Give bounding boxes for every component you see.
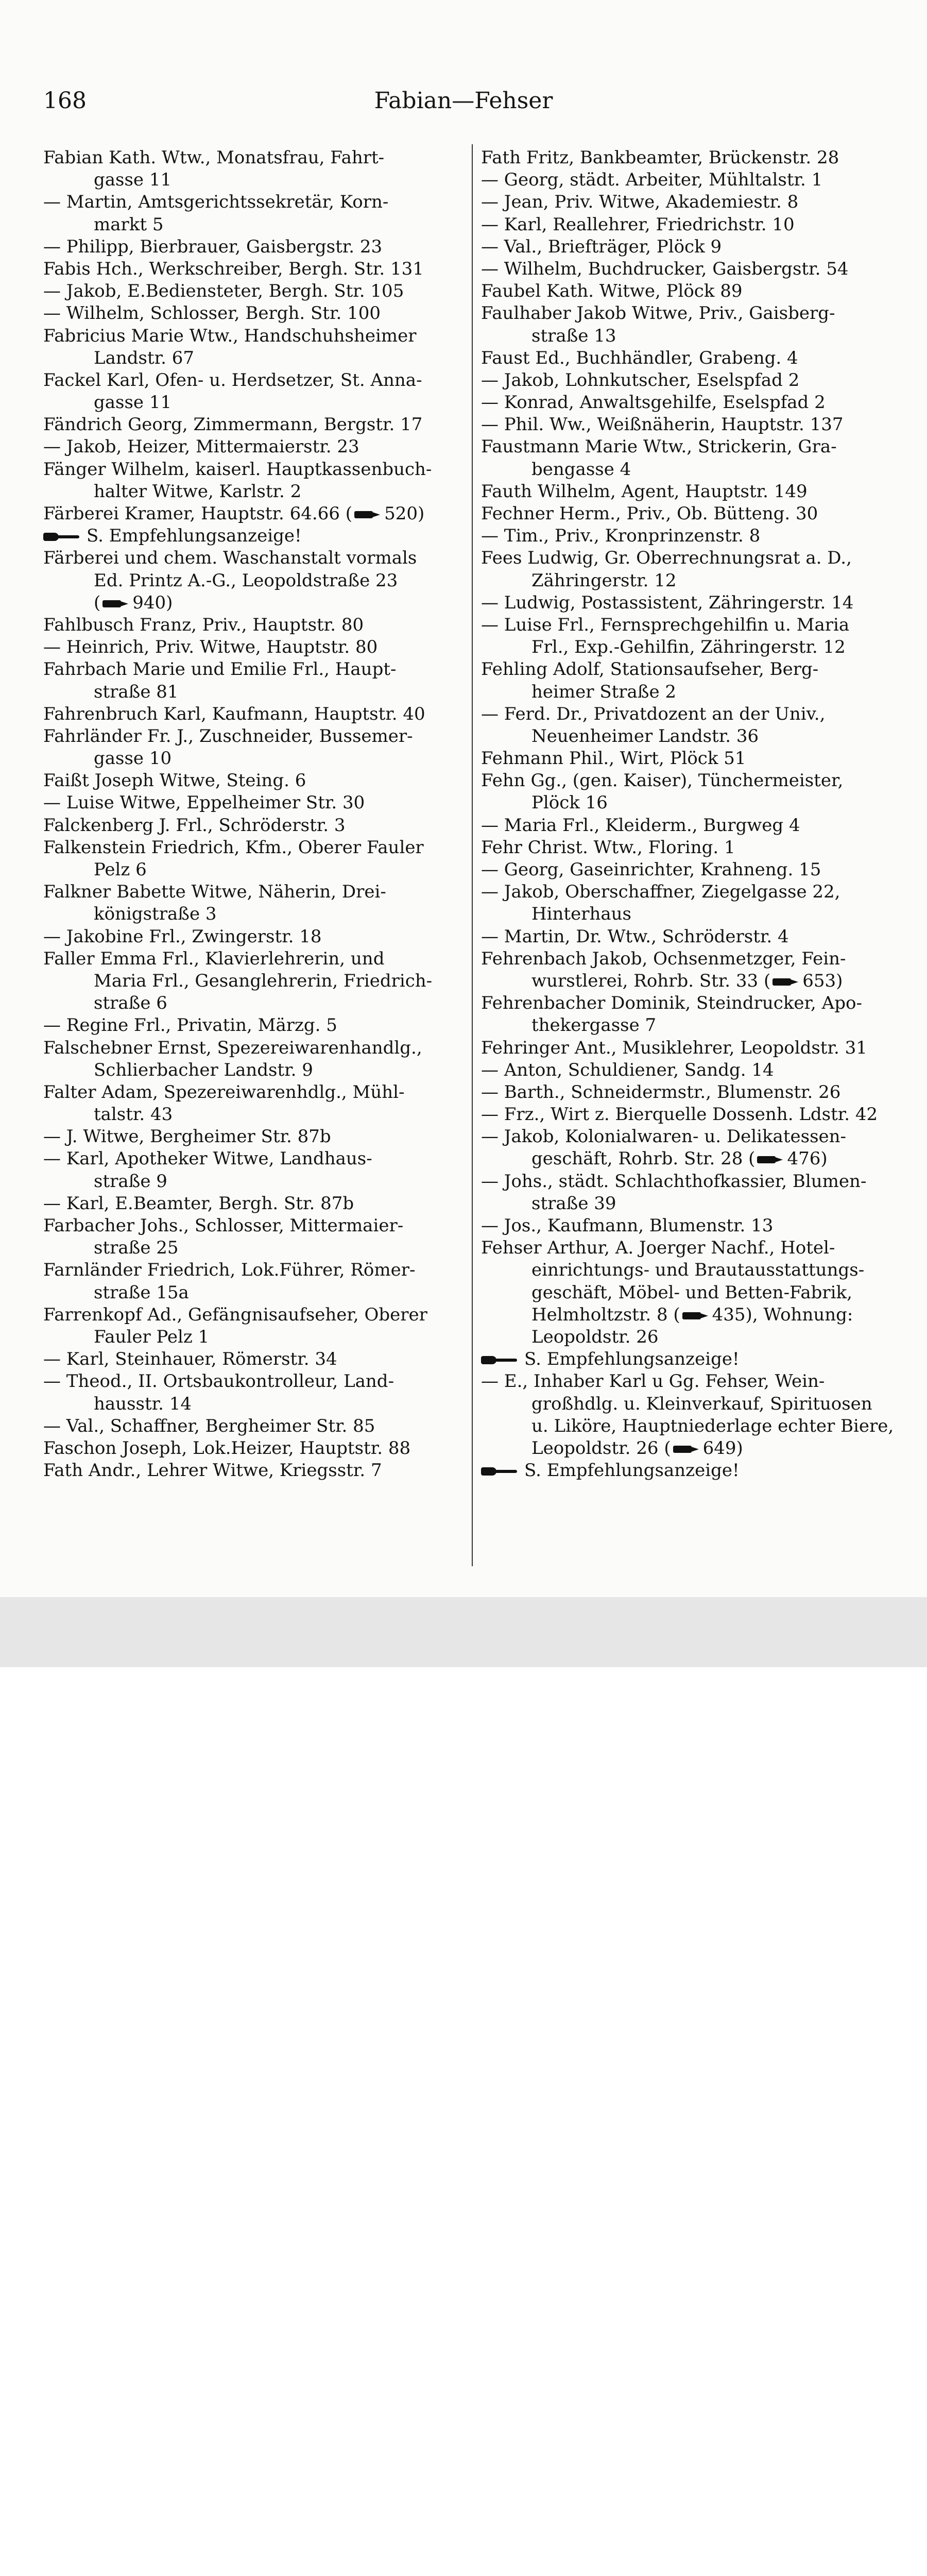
entry-text: Faller Emma Frl., Klavierlehrerin, und bbox=[43, 948, 385, 969]
directory-entry-line bbox=[481, 436, 908, 458]
entry-text: Faust Ed., Buchhändler, Grabeng. 4 bbox=[481, 347, 798, 368]
directory-entry-line bbox=[481, 636, 908, 658]
directory-entry-line bbox=[481, 392, 908, 414]
directory-entry-line bbox=[43, 459, 466, 481]
column-divider bbox=[472, 144, 473, 1566]
telephone-icon bbox=[673, 1445, 701, 1453]
entry-text: — Jakobine Frl., Zwingerstr. 18 bbox=[43, 926, 322, 947]
entry-text: straße 39 bbox=[531, 1193, 616, 1214]
directory-entry-line bbox=[43, 1259, 466, 1281]
entry-text: — Jean, Priv. Witwe, Akademiestr. 8 bbox=[481, 192, 799, 213]
directory-entry-line bbox=[481, 1259, 908, 1281]
directory-entry-line bbox=[481, 191, 908, 213]
entry-text: Fees Ludwig, Gr. Oberrechnungsrat a. D., bbox=[481, 548, 852, 569]
directory-entry-line bbox=[481, 258, 908, 280]
directory-entry-line bbox=[43, 436, 466, 458]
directory-entry-line bbox=[43, 926, 466, 948]
directory-entry-line bbox=[43, 837, 466, 859]
directory-entry-line bbox=[43, 881, 466, 903]
directory-entry-line bbox=[43, 147, 466, 169]
entry-text: Falkner Babette Witwe, Näherin, Drei- bbox=[43, 882, 386, 903]
entry-text: Faißt Joseph Witwe, Steing. 6 bbox=[43, 770, 306, 791]
entry-text: — Georg, städt. Arbeiter, Mühltalstr. 1 bbox=[481, 170, 823, 191]
directory-entry-line bbox=[481, 325, 908, 347]
directory-entry-line bbox=[481, 926, 908, 948]
entry-text: Faschon Joseph, Lok.Heizer, Hauptstr. 88 bbox=[43, 1437, 411, 1459]
directory-entry-line bbox=[43, 614, 466, 636]
left-column bbox=[43, 147, 466, 1482]
directory-entry-line bbox=[43, 815, 466, 837]
directory-entry-line bbox=[481, 1104, 908, 1126]
directory-entry-line bbox=[481, 770, 908, 792]
directory-entry-line bbox=[481, 992, 908, 1014]
entry-text: Falkenstein Friedrich, Kfm., Oberer Fauler bbox=[43, 837, 424, 858]
entry-text: Fahlbusch Franz, Priv., Hauptstr. 80 bbox=[43, 614, 364, 635]
directory-entry-line bbox=[43, 1437, 466, 1460]
directory-entry-line bbox=[481, 302, 908, 325]
entry-text: Falckenberg J. Frl., Schröderstr. 3 bbox=[43, 815, 346, 836]
entry-text: Fahrländer Fr. J., Zuschneider, Bussemer- bbox=[43, 725, 413, 747]
directory-entry-line bbox=[481, 1348, 908, 1370]
entry-text: Fehr Christ. Wtw., Floring. 1 bbox=[481, 837, 735, 858]
directory-entry-line bbox=[43, 214, 466, 236]
entry-text: Plöck 16 bbox=[531, 792, 608, 814]
entry-text: Fehrenbach Jakob, Ochsenmetzger, Fein- bbox=[481, 948, 846, 969]
directory-entry-line bbox=[43, 547, 466, 569]
entry-text: straße 13 bbox=[531, 325, 616, 346]
entry-text: — Georg, Gaseinrichter, Krahneng. 15 bbox=[481, 859, 821, 880]
entry-text: Faubel Kath. Witwe, Plöck 89 bbox=[481, 281, 743, 302]
entry-text: — Karl, Steinhauer, Römerstr. 34 bbox=[43, 1349, 337, 1370]
entry-text: — Ferd. Dr., Privatdozent an der Univ., bbox=[481, 703, 826, 724]
directory-entry-line bbox=[43, 392, 466, 414]
entry-text: — Jakob, Oberschaffner, Ziegelgasse 22, bbox=[481, 882, 840, 903]
directory-entry-line bbox=[481, 525, 908, 547]
entry-text: S. Empfehlungsanzeige! bbox=[524, 1460, 740, 1481]
directory-entry-line bbox=[43, 280, 466, 302]
entry-text: — Anton, Schuldiener, Sandg. 14 bbox=[481, 1059, 774, 1080]
entry-text: Leopoldstr. 26 ( bbox=[531, 1437, 671, 1459]
entry-text: Leopoldstr. 26 bbox=[531, 1326, 659, 1347]
directory-entry-line bbox=[481, 859, 908, 881]
entry-text: Pelz 6 bbox=[94, 859, 147, 880]
directory-entry-line bbox=[43, 1326, 466, 1348]
directory-entry-line bbox=[43, 347, 466, 369]
directory-entry-line bbox=[43, 1415, 466, 1437]
directory-entry-line bbox=[481, 280, 908, 302]
entry-text: talstr. 43 bbox=[94, 1104, 173, 1125]
telephone-icon bbox=[772, 978, 800, 986]
entry-text: — Johs., städt. Schlachthofkassier, Blumen- bbox=[481, 1171, 867, 1192]
directory-entry-line bbox=[481, 1126, 908, 1148]
directory-entry-line bbox=[481, 903, 908, 925]
pointing-hand-icon bbox=[481, 1354, 517, 1366]
entry-text: bengasse 4 bbox=[531, 459, 631, 480]
directory-entry-line bbox=[43, 1171, 466, 1193]
entry-text: Fabian Kath. Wtw., Monatsfrau, Fahrt- bbox=[43, 147, 385, 168]
directory-entry-line bbox=[481, 236, 908, 258]
entry-text: Fehrenbacher Dominik, Steindrucker, Apo- bbox=[481, 993, 862, 1014]
entry-text: Frl., Exp.-Gehilfin, Zähringerstr. 12 bbox=[531, 637, 846, 658]
entry-text: — Karl, E.Beamter, Bergh. Str. 87b bbox=[43, 1193, 354, 1214]
entry-text: Falschebner Ernst, Spezereiwarenhandlg., bbox=[43, 1037, 422, 1058]
entry-text: gasse 11 bbox=[94, 170, 172, 191]
directory-entry-line bbox=[43, 1126, 466, 1148]
telephone-number: 435), Wohnung: bbox=[712, 1304, 853, 1325]
directory-entry-line bbox=[43, 1215, 466, 1237]
directory-entry-line bbox=[43, 1304, 466, 1326]
directory-entry-line bbox=[481, 214, 908, 236]
entry-text: Ed. Printz A.-G., Leopoldstraße 23 bbox=[94, 570, 398, 591]
directory-entry-line bbox=[481, 503, 908, 525]
directory-entry-line bbox=[481, 547, 908, 569]
entry-text: — Martin, Dr. Wtw., Schröderstr. 4 bbox=[481, 926, 789, 947]
directory-entry-line bbox=[43, 792, 466, 814]
entry-text: königstraße 3 bbox=[94, 904, 217, 925]
entry-text: Fehn Gg., (gen. Kaiser), Tünchermeister, bbox=[481, 770, 844, 791]
entry-text: Schlierbacher Landstr. 9 bbox=[94, 1059, 313, 1080]
telephone-number: 940) bbox=[132, 592, 173, 613]
directory-entry-line bbox=[43, 770, 466, 792]
telephone-number: 520) bbox=[384, 503, 425, 524]
directory-entry-line bbox=[481, 614, 908, 636]
telephone-icon bbox=[354, 511, 382, 519]
entry-text: wurstlerei, Rohrb. Str. 33 ( bbox=[531, 970, 771, 991]
directory-entry-line bbox=[43, 970, 466, 992]
directory-entry-line bbox=[43, 1148, 466, 1170]
directory-entry-line bbox=[481, 1014, 908, 1037]
directory-entry-line bbox=[43, 1193, 466, 1215]
entry-text: — Heinrich, Priv. Witwe, Hauptstr. 80 bbox=[43, 637, 378, 658]
entry-text: Landstr. 67 bbox=[94, 347, 195, 368]
entry-text: — Phil. Ww., Weißnäherin, Hauptstr. 137 bbox=[481, 414, 844, 435]
telephone-icon bbox=[757, 1156, 785, 1164]
directory-entry-line bbox=[481, 837, 908, 859]
directory-entry-line bbox=[481, 1193, 908, 1215]
entry-text: Fabis Hch., Werkschreiber, Bergh. Str. 131 bbox=[43, 258, 424, 279]
directory-entry-line bbox=[43, 481, 466, 503]
entry-text: Farnländer Friedrich, Lok.Führer, Römer- bbox=[43, 1260, 416, 1281]
entry-text: Fauth Wilhelm, Agent, Hauptstr. 149 bbox=[481, 481, 808, 502]
directory-entry-line bbox=[481, 347, 908, 369]
directory-entry-line bbox=[481, 1304, 908, 1326]
directory-entry-line bbox=[43, 903, 466, 925]
entry-text: Neuenheimer Landstr. 36 bbox=[531, 725, 759, 747]
directory-entry-line bbox=[43, 1081, 466, 1104]
page-title: Fabian—Fehser bbox=[374, 88, 553, 114]
directory-entry-line bbox=[481, 1437, 908, 1460]
directory-entry-line bbox=[481, 748, 908, 770]
right-column bbox=[481, 147, 908, 1482]
entry-text: halter Witwe, Karlstr. 2 bbox=[94, 481, 302, 502]
telephone-number: 653) bbox=[802, 970, 843, 991]
directory-entry-line bbox=[43, 748, 466, 770]
entry-text: — Regine Frl., Privatin, Märzg. 5 bbox=[43, 1015, 337, 1036]
directory-entry-line bbox=[43, 302, 466, 325]
directory-entry-line bbox=[43, 169, 466, 191]
directory-entry-line bbox=[481, 1037, 908, 1059]
entry-text: u. Liköre, Hauptniederlage echter Biere, bbox=[531, 1415, 894, 1436]
entry-text: gasse 10 bbox=[94, 748, 172, 769]
entry-text: geschäft, Rohrb. Str. 28 ( bbox=[531, 1148, 756, 1170]
entry-text: Fahrenbruch Karl, Kaufmann, Hauptstr. 40 bbox=[43, 703, 425, 724]
directory-entry-line bbox=[43, 1370, 466, 1393]
entry-text: — Konrad, Anwaltsgehilfe, Eselspfad 2 bbox=[481, 392, 826, 413]
directory-entry-line bbox=[481, 1059, 908, 1081]
directory-entry-line bbox=[43, 1037, 466, 1059]
directory-entry-line bbox=[43, 725, 466, 748]
entry-text: Faulhaber Jakob Witwe, Priv., Gaisberg- bbox=[481, 303, 835, 324]
entry-text: einrichtungs- und Brautausstattungs- bbox=[531, 1260, 865, 1281]
directory-entry-line bbox=[481, 592, 908, 614]
entry-text: Fehling Adolf, Stationsaufseher, Berg- bbox=[481, 659, 819, 680]
entry-text: — Philipp, Bierbrauer, Gaisbergstr. 23 bbox=[43, 236, 383, 257]
directory-entry-line bbox=[43, 1104, 466, 1126]
directory-entry-line bbox=[43, 948, 466, 970]
directory-entry-line bbox=[43, 325, 466, 347]
entry-text: großhdlg. u. Kleinverkauf, Spirituosen bbox=[531, 1393, 872, 1414]
directory-entry-line bbox=[43, 236, 466, 258]
directory-entry-line bbox=[481, 881, 908, 903]
directory-entry-line bbox=[481, 1215, 908, 1237]
telephone-number: 476) bbox=[787, 1148, 828, 1170]
entry-text: — Jakob, Kolonialwaren- u. Delikatessen- bbox=[481, 1126, 847, 1147]
directory-entry-line bbox=[481, 147, 908, 169]
entry-text: markt 5 bbox=[94, 214, 164, 235]
entry-text: Fauler Pelz 1 bbox=[94, 1326, 210, 1347]
entry-text: S. Empfehlungsanzeige! bbox=[524, 1349, 740, 1370]
entry-text: — Barth., Schneidermstr., Blumenstr. 26 bbox=[481, 1081, 841, 1103]
directory-entry-line bbox=[481, 459, 908, 481]
entry-text: — Maria Frl., Kleiderm., Burgweg 4 bbox=[481, 815, 800, 836]
entry-text: Fehmann Phil., Wirt, Plöck 51 bbox=[481, 748, 746, 769]
directory-entry-line bbox=[43, 1348, 466, 1370]
entry-text: — Tim., Priv., Kronprinzenstr. 8 bbox=[481, 526, 761, 547]
directory-entry-line bbox=[43, 503, 466, 525]
entry-text: — J. Witwe, Bergheimer Str. 87b bbox=[43, 1126, 331, 1147]
entry-text: — Martin, Amtsgerichtssekretär, Korn- bbox=[43, 192, 389, 213]
entry-text: Färberei und chem. Waschanstalt vormals bbox=[43, 548, 417, 569]
directory-entry-line bbox=[481, 1081, 908, 1104]
directory-entry-line bbox=[43, 681, 466, 703]
entry-text: gasse 11 bbox=[94, 392, 172, 413]
directory-entry-line bbox=[43, 1059, 466, 1081]
entry-text: Fechner Herm., Priv., Ob. Bütteng. 30 bbox=[481, 503, 818, 524]
entry-text: — E., Inhaber Karl u Gg. Fehser, Wein- bbox=[481, 1371, 825, 1392]
entry-text: Fabricius Marie Wtw., Handschuhsheimer bbox=[43, 325, 417, 346]
entry-text: Fehser Arthur, A. Joerger Nachf., Hotel- bbox=[481, 1238, 835, 1259]
directory-entry-line bbox=[481, 1460, 908, 1482]
directory-entry-line bbox=[43, 592, 466, 614]
entry-text: Faustmann Marie Wtw., Strickerin, Gra- bbox=[481, 436, 837, 457]
telephone-icon bbox=[682, 1312, 710, 1320]
entry-text: straße 25 bbox=[94, 1238, 179, 1259]
directory-entry-line bbox=[481, 1282, 908, 1304]
directory-entry-line bbox=[481, 948, 908, 970]
directory-entry-line bbox=[481, 1171, 908, 1193]
entry-text: Fändrich Georg, Zimmermann, Bergstr. 17 bbox=[43, 414, 423, 435]
directory-entry-line bbox=[481, 681, 908, 703]
entry-text: — Jos., Kaufmann, Blumenstr. 13 bbox=[481, 1215, 774, 1236]
footer-bar bbox=[0, 1597, 927, 1667]
entry-text: Farrenkopf Ad., Gefängnisaufseher, Oberer bbox=[43, 1304, 427, 1325]
entry-text: straße 9 bbox=[94, 1171, 167, 1192]
directory-entry-line bbox=[43, 1460, 466, 1482]
entry-text: thekergasse 7 bbox=[531, 1015, 657, 1036]
entry-text: — Theod., II. Ortsbaukontrolleur, Land- bbox=[43, 1371, 394, 1392]
directory-entry-line bbox=[481, 658, 908, 681]
entry-text: Zähringerstr. 12 bbox=[531, 570, 677, 591]
directory-entry-line bbox=[481, 169, 908, 191]
directory-entry-line bbox=[43, 636, 466, 658]
directory-entry-line bbox=[481, 1148, 908, 1170]
directory-entry-line bbox=[43, 525, 466, 547]
entry-text: hausstr. 14 bbox=[94, 1393, 192, 1414]
telephone-icon bbox=[102, 600, 130, 608]
directory-entry-line bbox=[43, 658, 466, 681]
entry-text: S. Empfehlungsanzeige! bbox=[87, 526, 302, 547]
directory-entry-line bbox=[43, 369, 466, 392]
directory-entry-line bbox=[43, 703, 466, 725]
entry-text: straße 81 bbox=[94, 681, 179, 702]
directory-entry-line bbox=[43, 570, 466, 592]
entry-text: ( bbox=[94, 592, 101, 613]
entry-text: — Ludwig, Postassistent, Zähringerstr. 14 bbox=[481, 592, 854, 613]
directory-entry-line bbox=[481, 1370, 908, 1393]
entry-text: Fänger Wilhelm, kaiserl. Hauptkassenbuch- bbox=[43, 459, 432, 480]
entry-text: — Luise Frl., Fernsprechgehilfin u. Maria bbox=[481, 614, 850, 635]
directory-entry-line bbox=[481, 1326, 908, 1348]
entry-text: — Val., Schaffner, Bergheimer Str. 85 bbox=[43, 1415, 375, 1436]
directory-entry-line bbox=[43, 1014, 466, 1037]
telephone-number: 649) bbox=[702, 1437, 743, 1459]
entry-text: geschäft, Möbel- und Betten-Fabrik, bbox=[531, 1282, 852, 1303]
directory-entry-line bbox=[481, 1415, 908, 1437]
entry-text: — Karl, Reallehrer, Friedrichstr. 10 bbox=[481, 214, 795, 235]
entry-text: — Frz., Wirt z. Bierquelle Dossenh. Ldstr. 42 bbox=[481, 1104, 878, 1125]
entry-text: Hinterhaus bbox=[531, 904, 631, 925]
pointing-hand-icon bbox=[481, 1466, 517, 1477]
entry-text: — Wilhelm, Buchdrucker, Gaisbergstr. 54 bbox=[481, 258, 849, 279]
directory-entry-line bbox=[43, 992, 466, 1014]
entry-text: Fath Fritz, Bankbeamter, Brückenstr. 28 bbox=[481, 147, 839, 168]
page-number: 168 bbox=[43, 88, 87, 114]
entry-text: — Luise Witwe, Eppelheimer Str. 30 bbox=[43, 792, 365, 814]
entry-text: straße 6 bbox=[94, 993, 167, 1014]
directory-entry-line bbox=[481, 1393, 908, 1415]
entry-text: Fath Andr., Lehrer Witwe, Kriegsstr. 7 bbox=[43, 1460, 382, 1481]
entry-text: Helmholtzstr. 8 ( bbox=[531, 1304, 680, 1325]
entry-text: — Val., Briefträger, Plöck 9 bbox=[481, 236, 722, 257]
directory-entry-line bbox=[43, 191, 466, 213]
directory-entry-line bbox=[481, 369, 908, 392]
directory-entry-line bbox=[43, 1282, 466, 1304]
directory-entry-line bbox=[481, 1237, 908, 1259]
entry-text: — Jakob, Lohnkutscher, Eselspfad 2 bbox=[481, 369, 800, 391]
entry-text: Falter Adam, Spezereiwarenhdlg., Mühl- bbox=[43, 1081, 405, 1103]
directory-entry-line bbox=[481, 570, 908, 592]
entry-text: straße 15a bbox=[94, 1282, 189, 1303]
directory-entry-line bbox=[481, 792, 908, 814]
entry-text: — Jakob, E.Bediensteter, Bergh. Str. 105 bbox=[43, 281, 404, 302]
entry-text: Fahrbach Marie und Emilie Frl., Haupt- bbox=[43, 659, 397, 680]
entry-text: — Jakob, Heizer, Mittermaierstr. 23 bbox=[43, 436, 359, 457]
directory-entry-line bbox=[481, 414, 908, 436]
directory-entry-line bbox=[43, 414, 466, 436]
directory-entry-line bbox=[481, 970, 908, 992]
entry-text: — Wilhelm, Schlosser, Bergh. Str. 100 bbox=[43, 303, 381, 324]
entry-text: Fackel Karl, Ofen- u. Herdsetzer, St. Anna- bbox=[43, 369, 422, 391]
entry-text: Farbacher Johs., Schlosser, Mittermaier- bbox=[43, 1215, 404, 1236]
directory-entry-line bbox=[43, 859, 466, 881]
directory-entry-line bbox=[481, 815, 908, 837]
entry-text: Färberei Kramer, Hauptstr. 64.66 ( bbox=[43, 503, 353, 524]
entry-text: — Karl, Apotheker Witwe, Landhaus- bbox=[43, 1148, 372, 1170]
directory-entry-line bbox=[43, 1393, 466, 1415]
entry-text: heimer Straße 2 bbox=[531, 681, 677, 702]
entry-text: Maria Frl., Gesanglehrerin, Friedrich- bbox=[94, 970, 433, 991]
directory-entry-line bbox=[43, 258, 466, 280]
directory-entry-line bbox=[481, 703, 908, 725]
directory-entry-line bbox=[481, 725, 908, 748]
pointing-hand-icon bbox=[43, 531, 79, 543]
directory-entry-line bbox=[481, 481, 908, 503]
directory-entry-line bbox=[43, 1237, 466, 1259]
entry-text: Fehringer Ant., Musiklehrer, Leopoldstr. 31 bbox=[481, 1037, 867, 1058]
